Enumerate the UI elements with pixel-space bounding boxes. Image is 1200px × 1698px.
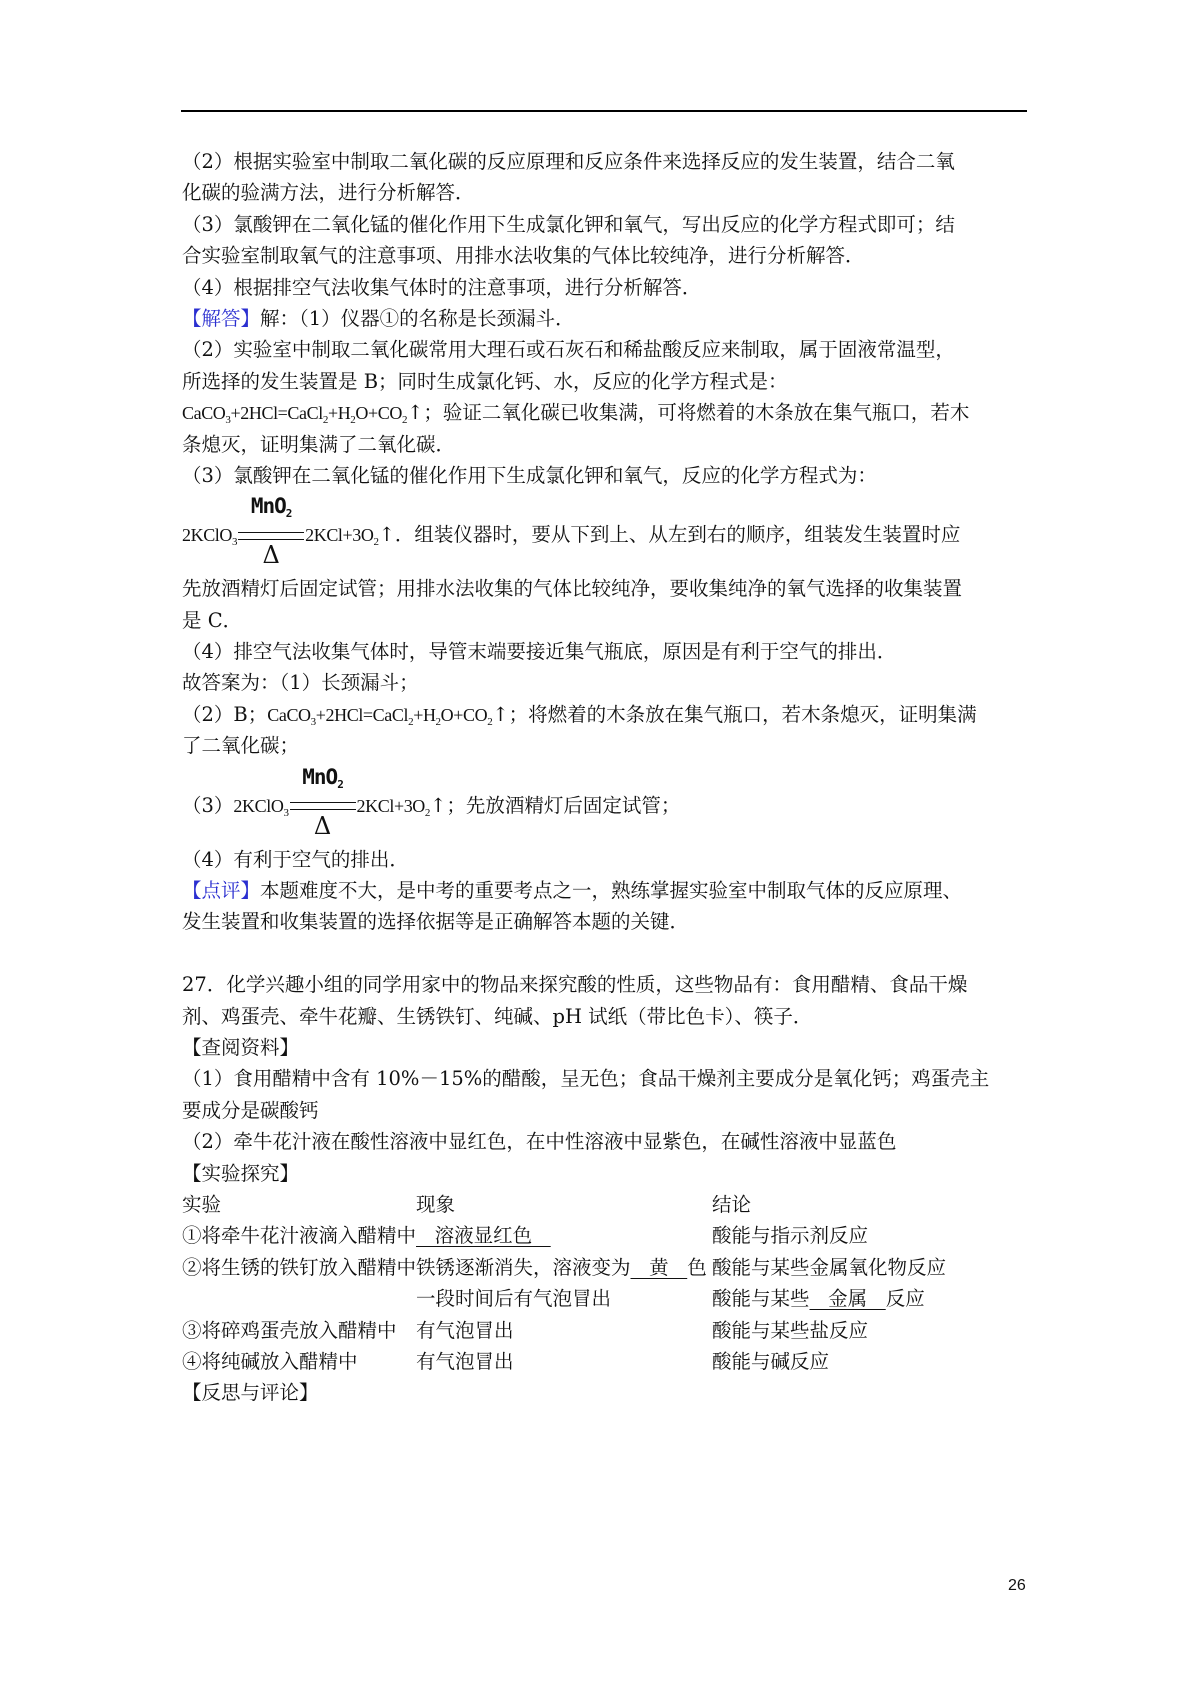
answer-line: （4）排空气法收集气体时，导管末端要接近集气瓶底，原因是有利于空气的排出． <box>182 640 897 664</box>
comment-line: 发生装置和收集装置的选择依据等是正确解答本题的关键． <box>182 910 690 934</box>
analysis-line: （3）氯酸钾在二氧化锰的催化作用下生成氯化钾和氧气，写出反应的化学方程式即可；结 <box>182 212 955 236</box>
table-cell: ④将纯碱放入醋精中 <box>182 1349 358 1373</box>
table-cell: 有气泡冒出 <box>416 1349 514 1373</box>
reaction-arrow: MnO$_2$ Δ <box>237 519 305 550</box>
answer-line: 故答案为：（1）长颈漏斗； <box>182 671 419 695</box>
table-cell: 酸能与某些金属氧化物反应 <box>712 1255 947 1279</box>
page-number: 26 <box>1008 1577 1026 1594</box>
table-cell: 酸能与碱反应 <box>712 1349 830 1373</box>
table-cell: 铁锈逐渐消失，溶液变为 黄 色 <box>416 1255 707 1279</box>
table-row <box>182 1220 1032 1251</box>
table-header-row <box>182 1189 1032 1220</box>
question-line: （1）食用醋精中含有 10%－15%的醋酸，呈无色；食品干燥剂主要成分是氧化钙；鸡蛋壳主 <box>182 1067 990 1091</box>
section-heading: 【反思与评论】 <box>182 1381 319 1405</box>
question-line: （2）牵牛花汁液在酸性溶液中显红色，在中性溶液中显紫色，在碱性溶液中显蓝色 <box>182 1130 897 1154</box>
table-row <box>182 1346 1032 1377</box>
table-row <box>182 1252 1032 1283</box>
page-body <box>182 146 1032 1409</box>
answer-line: $CaCO_3+2HCl=CaCl_2+H_2O+CO_2↑$；验证二氧化碳已收集满，可将燃着的木条放在集气瓶口，若木 <box>182 401 970 427</box>
question-line: 要成分是碳酸钙 <box>182 1098 319 1122</box>
reaction-arrow: MnO$_2$ Δ <box>289 790 357 821</box>
answer-blank: 黄 <box>630 1255 688 1279</box>
table-cell: ③将碎鸡蛋壳放入醋精中 <box>182 1318 397 1342</box>
table-cell: 有气泡冒出 <box>416 1318 514 1342</box>
table-cell: ②将生锈的铁钉放入醋精中 <box>182 1255 417 1279</box>
answer-line: （4）有利于空气的排出． <box>182 847 409 871</box>
analysis-line: 化碳的验满方法，进行分析解答． <box>182 181 475 205</box>
table-cell: 酸能与某些盐反应 <box>712 1318 869 1342</box>
table-header: 结论 <box>712 1192 752 1216</box>
caco3-equation: $CaCO_3+2HCl=CaCl_2+H_2O+CO_2$ <box>267 704 493 728</box>
answer-line: 【解答】解：（1）仪器①的名称是长颈漏斗． <box>182 306 575 330</box>
answer-line: 了二氧化碳； <box>182 734 300 758</box>
answer-line: 所选择的发生装置是 B；同时生成氯化钙、水，反应的化学方程式是： <box>182 369 788 393</box>
kclo3-equation-line: （3）2KClO$_3$ MnO$_2$ Δ $2KCl+3O_2↑$；先放酒精灯后固定试管； <box>182 764 681 840</box>
analysis-line: （2）根据实验室中制取二氧化碳的反应原理和反应条件来选择反应的发生装置，结合二氧 <box>182 150 955 173</box>
kclo3-equation-line: 2KClO$_3$ MnO$_2$ Δ $2KCl+3O_2↑$．组装仪器时，要从下到上、从左到右的顺序，组装发生装置时应 <box>182 494 961 570</box>
table-cell: 一段时间后有气泡冒出 <box>416 1287 612 1311</box>
table-cell <box>182 1283 416 1314</box>
header-rule <box>181 110 1027 112</box>
section-heading: 【查阅资料】 <box>182 1035 300 1059</box>
question-line: 27．化学兴趣小组的同学用家中的物品来探究酸的性质，这些物品有：食用醋精、食品干燥 <box>182 973 968 997</box>
question-line: 剂、鸡蛋壳、牵牛花瓣、生锈铁钉、纯碱、pH 试纸（带比色卡）、筷子． <box>182 1004 813 1028</box>
analysis-line: 合实验室制取氧气的注意事项、用排水法收集的气体比较纯净，进行分析解答． <box>182 244 865 268</box>
answer-line: 条熄灭，证明集满了二氧化碳． <box>182 432 456 456</box>
answer-line: （2）B；$CaCO_3+2HCl=CaCl_2+H_2O+CO_2↑$；将燃着的木条放在集气瓶口，若木条熄灭，证明集满 <box>182 702 977 728</box>
answer-blank: 溶液显红色 <box>416 1224 551 1248</box>
answer-line: （2）实验室中制取二氧化碳常用大理石或石灰石和稀盐酸反应来制取，属于固液常温型， <box>182 338 955 362</box>
table-row <box>182 1315 1032 1346</box>
table-cell <box>416 1220 712 1251</box>
caco3-equation: $CaCO_3+2HCl=CaCl_2+H_2O+CO_2$ <box>182 403 408 427</box>
answer-blank: 金属 <box>809 1287 886 1311</box>
answer-line: 是 C． <box>182 608 243 632</box>
comment-line: 【点评】本题难度不大，是中考的重要考点之一，熟练掌握实验室中制取气体的反应原理、 <box>182 879 963 903</box>
answer-tag: 【解答】 <box>182 306 261 330</box>
table-cell: 酸能与指示剂反应 <box>712 1224 869 1248</box>
answer-line: （3）氯酸钾在二氧化锰的催化作用下生成氯化钾和氧气，反应的化学方程式为： <box>182 463 877 487</box>
experiment-table <box>182 1189 1032 1377</box>
table-header: 现象 <box>416 1192 456 1216</box>
heat-triangle-icon: Δ <box>262 541 280 570</box>
answer-line: 先放酒精灯后固定试管；用排水法收集的气体比较纯净，要收集纯净的氧气选择的收集装置 <box>182 577 963 601</box>
heat-triangle-icon: Δ <box>313 811 332 840</box>
comment-tag: 【点评】 <box>182 879 261 903</box>
table-cell: ①将牵牛花汁液滴入醋精中 <box>182 1224 417 1248</box>
section-heading: 【实验探究】 <box>182 1161 300 1185</box>
analysis-line: （4）根据排空气法收集气体时的注意事项，进行分析解答． <box>182 275 702 299</box>
table-cell: 酸能与某些 金属 反应 <box>712 1287 925 1311</box>
table-row <box>182 1283 1032 1314</box>
table-header: 实验 <box>182 1192 222 1216</box>
